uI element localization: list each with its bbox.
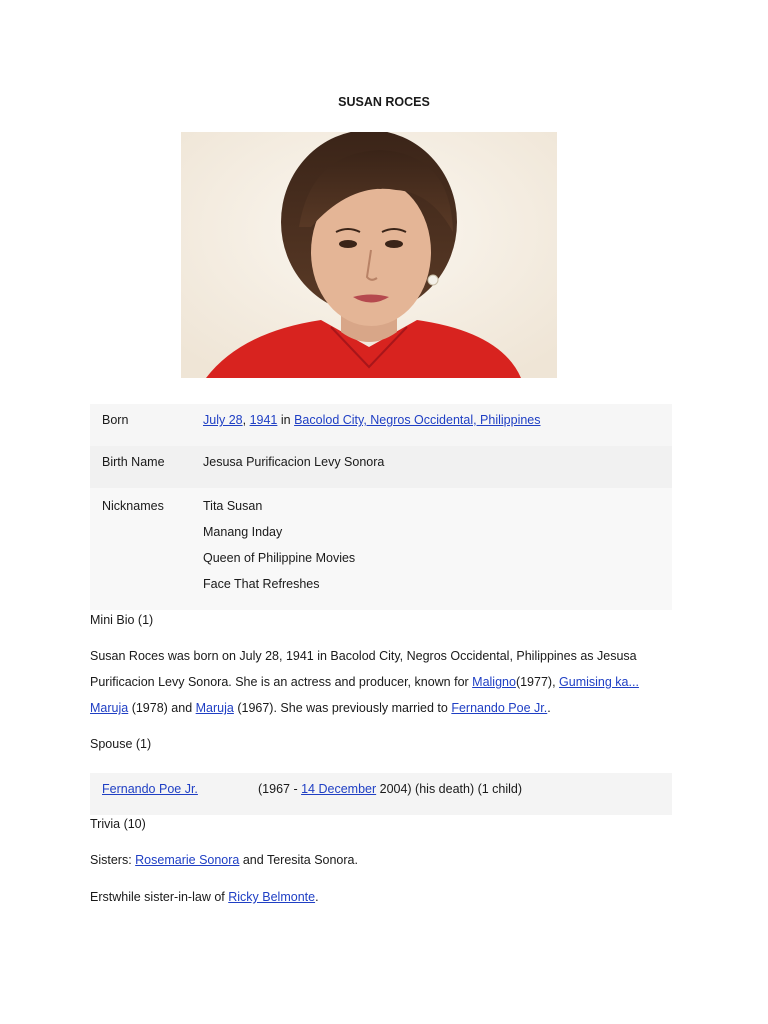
bio-text-part: (1978) and (128, 701, 196, 715)
birth-name-value: Jesusa Purificacion Levy Sonora (203, 455, 385, 469)
portrait-photo (181, 132, 557, 378)
nickname-item: Manang Inday (203, 525, 283, 539)
spouse-heading: Spouse (1) (90, 737, 152, 751)
bio-text-part: (1977), (515, 675, 560, 689)
born-place-link[interactable]: Bacolod City, Negros Occidental, Philippines (294, 413, 541, 427)
born-label: Born (102, 413, 129, 427)
spouse-name-link[interactable]: Fernando Poe Jr. (102, 782, 198, 796)
spouse-date-link[interactable]: 14 December (301, 782, 377, 796)
page-title: SUSAN ROCES (338, 95, 430, 109)
trivia-text-part: Erstwhile sister-in-law of (90, 890, 229, 904)
trivia-item (90, 884, 672, 910)
trivia-text-part: and Teresita Sonora. (239, 853, 358, 867)
born-row (90, 404, 672, 446)
fernando-poe-link[interactable]: Fernando Poe Jr. (451, 701, 548, 715)
born-sep: , (242, 413, 247, 427)
born-year-link[interactable]: 1941 (249, 413, 278, 427)
birth-name-row (90, 446, 672, 488)
nicknames-row (90, 488, 672, 610)
birth-name-label: Birth Name (102, 455, 165, 469)
maligno-link[interactable]: Maligno (472, 675, 516, 689)
maruja-link[interactable]: Maruja (195, 701, 234, 715)
gumising-link[interactable]: Gumising ka... Maruja (90, 675, 639, 715)
nicknames-label: Nicknames (102, 499, 164, 513)
mini-bio-text (90, 643, 672, 721)
spouse-row (90, 773, 672, 815)
bio-text-part: . (547, 701, 551, 715)
born-value (203, 413, 541, 427)
spouse-dates-pre: (1967 - (258, 782, 302, 796)
ricky-belmonte-link[interactable]: Ricky Belmonte (228, 890, 316, 904)
mini-bio-heading: Mini Bio (1) (90, 613, 154, 627)
trivia-item (90, 847, 672, 873)
trivia-text-part: Sisters: (90, 853, 136, 867)
trivia-text-part: . (315, 890, 319, 904)
rosemarie-sonora-link[interactable]: Rosemarie Sonora (135, 853, 240, 867)
nickname-item: Queen of Philippine Movies (203, 551, 356, 565)
nickname-item: Tita Susan (203, 499, 263, 513)
born-date-link[interactable]: July 28 (203, 413, 243, 427)
nickname-item: Face That Refreshes (203, 577, 320, 591)
spouse-dates (258, 782, 522, 796)
bio-text-part: (1967). She was previously married to (233, 701, 452, 715)
bio-text-part: Susan Roces was born on July 28, 1941 in Bacolod City, Negros Occidental, Philippines as Jesusa Purificacion Levy Sonora. She is an actress and producer, known for (90, 649, 637, 689)
born-in: in (280, 413, 291, 427)
spouse-dates-post: 2004) (his death) (1 child) (376, 782, 523, 796)
trivia-heading: Trivia (10) (90, 817, 146, 831)
